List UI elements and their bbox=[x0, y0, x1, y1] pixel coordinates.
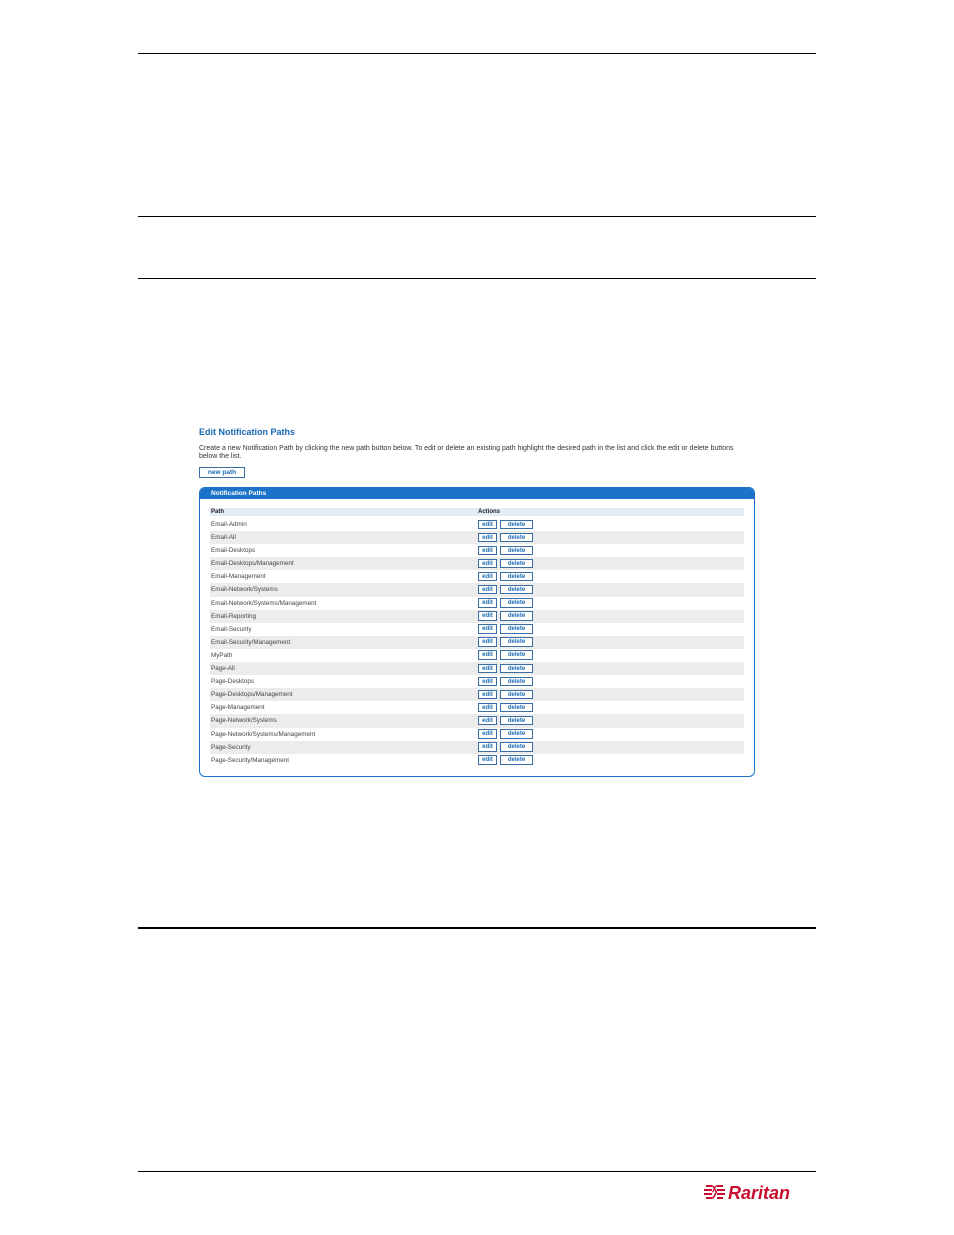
edit-button[interactable]: edit bbox=[478, 755, 497, 765]
edit-button[interactable]: edit bbox=[478, 559, 497, 569]
path-name: Email-Desktops/Management bbox=[211, 560, 294, 568]
table-row[interactable] bbox=[210, 688, 744, 701]
raritan-logo bbox=[704, 1180, 814, 1204]
path-name: Email-Reporting bbox=[211, 612, 257, 620]
logo-wordmark: Raritan bbox=[728, 1183, 791, 1203]
notification-paths-screenshot bbox=[196, 423, 761, 780]
path-name: Email-Management bbox=[211, 573, 266, 581]
delete-button[interactable]: delete bbox=[500, 650, 533, 660]
table-row[interactable] bbox=[210, 701, 744, 714]
delete-button[interactable]: delete bbox=[500, 559, 533, 569]
path-name: Page-Desktops/Management bbox=[211, 691, 293, 699]
table-header bbox=[210, 508, 744, 516]
delete-button[interactable]: delete bbox=[500, 637, 533, 647]
edit-button[interactable]: edit bbox=[478, 637, 497, 647]
table-row[interactable] bbox=[210, 741, 744, 754]
edit-button[interactable]: edit bbox=[478, 729, 497, 739]
footer-rule bbox=[138, 1171, 816, 1172]
path-name: Email-Network/Systems/Management bbox=[211, 599, 317, 607]
edit-button[interactable]: edit bbox=[478, 664, 497, 674]
path-name: Page-Security bbox=[211, 743, 251, 751]
edit-button[interactable]: edit bbox=[478, 598, 497, 608]
path-name: Page-Security/Management bbox=[211, 756, 290, 764]
edit-button[interactable]: edit bbox=[478, 690, 497, 700]
column-header-path: Path bbox=[211, 509, 225, 515]
edit-button[interactable]: edit bbox=[478, 585, 497, 595]
edit-button[interactable]: edit bbox=[478, 624, 497, 634]
edit-button[interactable]: edit bbox=[478, 716, 497, 726]
column-header-actions: Actions bbox=[478, 509, 501, 515]
delete-button[interactable]: delete bbox=[500, 520, 533, 530]
table-row[interactable] bbox=[210, 636, 744, 649]
path-name: Page-Management bbox=[211, 704, 265, 712]
table-row[interactable] bbox=[210, 754, 744, 767]
delete-button[interactable]: delete bbox=[500, 533, 533, 543]
table-row[interactable] bbox=[210, 544, 744, 557]
edit-button[interactable]: edit bbox=[478, 677, 497, 687]
edit-button[interactable]: edit bbox=[478, 742, 497, 752]
delete-button[interactable]: delete bbox=[500, 572, 533, 582]
table-row[interactable] bbox=[210, 597, 744, 610]
table-row[interactable] bbox=[210, 583, 744, 596]
new-path-button[interactable]: new path bbox=[199, 467, 245, 478]
path-name: Email-All bbox=[211, 534, 236, 542]
table-row[interactable] bbox=[210, 623, 744, 636]
edit-button[interactable]: edit bbox=[478, 520, 497, 530]
table-row[interactable] bbox=[210, 662, 744, 675]
path-name: Page-All bbox=[211, 665, 235, 673]
section-rule-3 bbox=[138, 927, 816, 929]
delete-button[interactable]: delete bbox=[500, 716, 533, 726]
table-row[interactable] bbox=[210, 714, 744, 727]
table-row[interactable] bbox=[210, 531, 744, 544]
path-name: MyPath bbox=[211, 651, 233, 659]
table-row[interactable] bbox=[210, 518, 744, 531]
path-name: Email-Desktops bbox=[211, 547, 256, 555]
delete-button[interactable]: delete bbox=[500, 755, 533, 765]
table-row[interactable] bbox=[210, 570, 744, 583]
path-name: Email-Admin bbox=[211, 521, 247, 528]
edit-button[interactable]: edit bbox=[478, 572, 497, 582]
delete-button[interactable]: delete bbox=[500, 585, 533, 595]
delete-button[interactable]: delete bbox=[500, 742, 533, 752]
edit-button[interactable]: edit bbox=[478, 703, 497, 713]
path-name: Page-Network/Systems bbox=[211, 717, 277, 725]
delete-button[interactable]: delete bbox=[500, 677, 533, 687]
table-row[interactable] bbox=[210, 728, 744, 741]
edit-button[interactable]: edit bbox=[478, 650, 497, 660]
section-rule-2 bbox=[138, 278, 816, 279]
page-description: Create a new Notification Path by clicking the new path button below. To edit or delete an existing path highlight the desired path in the list and click the edit or delete buttons below the list. bbox=[199, 445, 734, 460]
delete-button[interactable]: delete bbox=[500, 611, 533, 621]
table-row[interactable] bbox=[210, 557, 744, 570]
panel-title: Notification Paths bbox=[200, 488, 754, 499]
delete-button[interactable]: delete bbox=[500, 624, 533, 634]
table-row[interactable] bbox=[210, 649, 744, 662]
delete-button[interactable]: delete bbox=[500, 690, 533, 700]
path-name: Page-Desktops bbox=[211, 678, 255, 686]
table-row[interactable] bbox=[210, 610, 744, 623]
notification-paths-panel bbox=[199, 487, 755, 777]
table-row[interactable] bbox=[210, 675, 744, 688]
edit-button[interactable]: edit bbox=[478, 611, 497, 621]
path-name: Email-Security bbox=[211, 625, 252, 633]
page-title: Edit Notification Paths bbox=[199, 427, 296, 437]
section-rule-1 bbox=[138, 216, 816, 217]
edit-button[interactable]: edit bbox=[478, 546, 497, 556]
edit-button[interactable]: edit bbox=[478, 533, 497, 543]
delete-button[interactable]: delete bbox=[500, 729, 533, 739]
delete-button[interactable]: delete bbox=[500, 664, 533, 674]
header-rule bbox=[138, 53, 816, 54]
path-name: Email-Security/Management bbox=[211, 638, 291, 646]
path-name: Page-Network/Systems/Management bbox=[211, 730, 316, 738]
path-name: Email-Network/Systems bbox=[211, 586, 278, 594]
delete-button[interactable]: delete bbox=[500, 598, 533, 608]
delete-button[interactable]: delete bbox=[500, 703, 533, 713]
paths-table-body bbox=[210, 518, 744, 767]
delete-button[interactable]: delete bbox=[500, 546, 533, 556]
